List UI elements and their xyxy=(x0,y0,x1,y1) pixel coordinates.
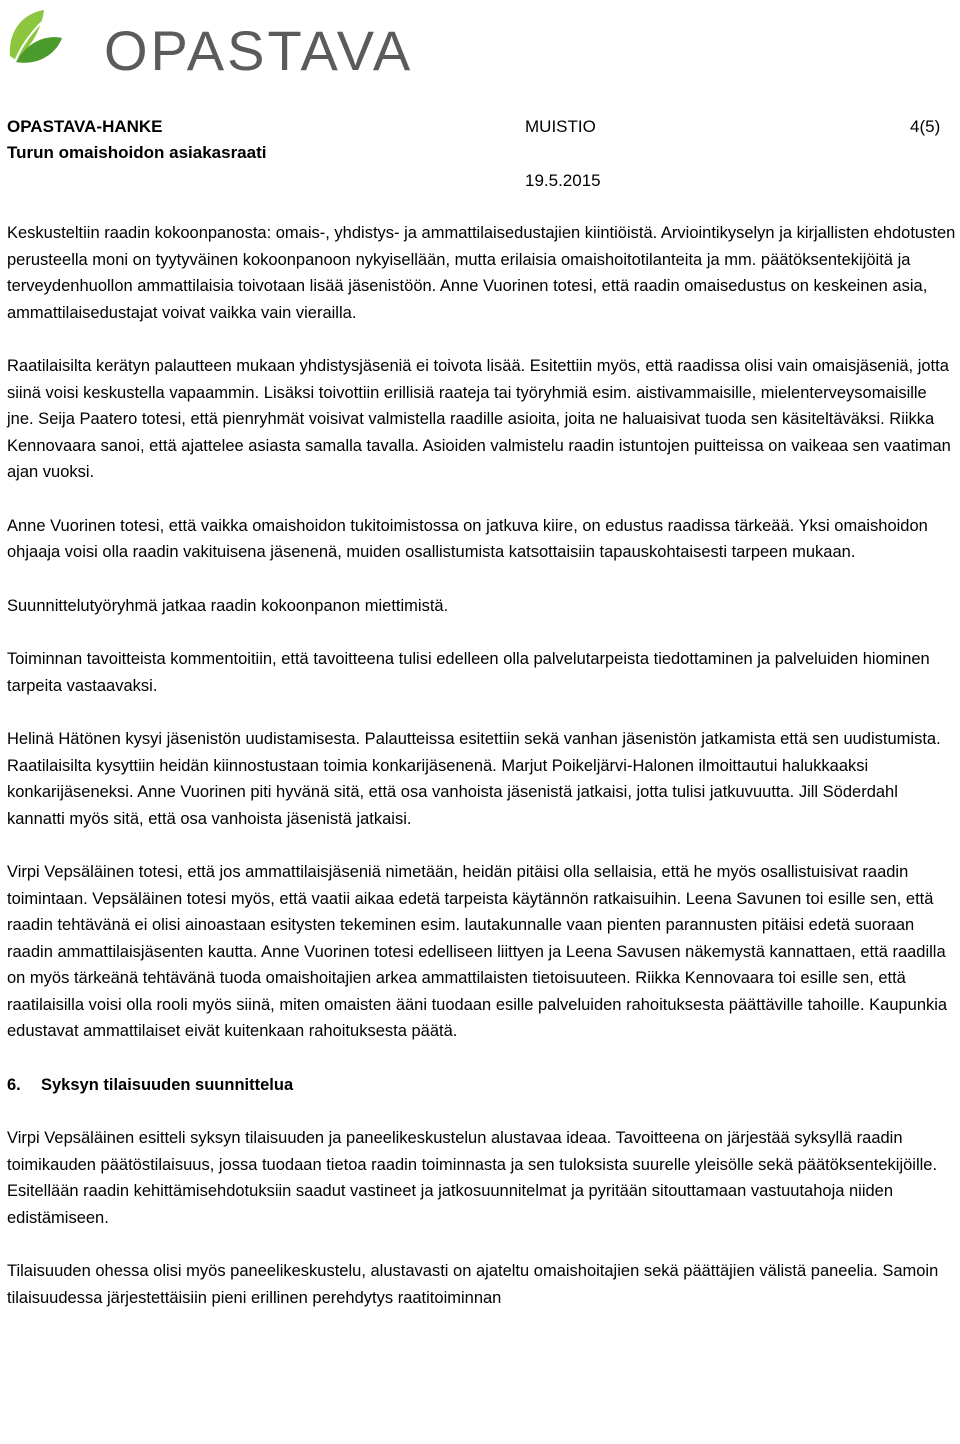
paragraph: Raatilaisilta kerätyn palautteen mukaan yhdistysjäseniä ei toivota lisää. Esitettiin myös, että raadissa olisi vain omaisjäseniä, jotta siinä voisi keskustella vapaammin. Lisäksi toivottiin erillisiä raateja tai työryhmiä esim. aistivammaisille, mielenterveysomaisille jne. Seija Paatero totesi, että pienryhmät voisivat valmistella raadille asioita, joita ne haluaisivat tuoda sen käsiteltäväksi. Riikka Kennovaara sanoi, että ajattelee asiasta samalla tavalla. Asioiden valmistelu raadin istuntojen puitteissa on vaikeaa sen vaatiman ajan vuoksi. xyxy=(7,357,951,481)
memo-body xyxy=(7,220,957,1338)
logo-graphic xyxy=(4,4,444,84)
opastava-logo xyxy=(4,4,444,84)
paragraph: Virpi Vepsäläinen esitteli syksyn tilaisuuden ja paneelikeskustelun alustavaa ideaa. Tavoitteena on järjestää syksyllä raadin toimikauden päätöstilaisuus, jossa tuodaan tietoa raadin toiminnasta ja sen tuloksista suurelle yleisölle sekä päätöksentekijöille. Esitellään raadin kehittämisehdotuksiin saadut vastineet ja jatkosuunnitelmat ja pyritään sitouttamaan vastuutahoja niiden edistämiseen. xyxy=(7,1129,938,1227)
project-name: OPASTAVA-HANKE xyxy=(7,117,163,136)
paragraph: Keskusteltiin raadin kokoonpanosta: omais-, yhdistys- ja ammattilaisedustajien kiintiöistä. Arviointikyselyn ja kirjallisten ehdotusten perusteella moni on tyytyväinen kokoonpanoon nykyisellään, mutta erilaisia omaishoitotilanteita ja mm. päätöksentekijöitä ja terveydenhuollon ammattilaisia toivotaan lisää jäsenistöön. Anne Vuorinen totesi, että raadin omaisedustus on keskeinen asia, ammattilaisedustajat voivat vaikka vain vierailla. xyxy=(7,224,956,322)
page-number: 4(5) xyxy=(910,117,941,136)
document-date: 19.5.2015 xyxy=(525,171,601,190)
section-title: Syksyn tilaisuuden suunnittelua xyxy=(41,1075,294,1094)
paragraph: Anne Vuorinen totesi, että vaikka omaishoidon tukitoimistossa on jatkuva kiire, on edustus raadissa tärkeää. Yksi omaishoidon ohjaaja voisi olla raadin vakituisena jäsenenä, muiden osallistumista katsottaisiin tapauskohtaisesti tarpeen mukaan. xyxy=(7,516,928,561)
paragraph: Toiminnan tavoitteista kommentoitiin, että tavoitteena tulisi edelleen olla palvelutarpeista tiedottaminen ja palveluiden hiominen tarpeita vastaavaksi. xyxy=(7,650,930,695)
paragraph: Suunnittelutyöryhmä jatkaa raadin kokoonpanon miettimistä. xyxy=(7,596,449,615)
section-heading xyxy=(7,1072,957,1099)
logo-text: OPASTAVA xyxy=(104,19,414,82)
paragraph: Helinä Hätönen kysyi jäsenistön uudistamisesta. Palautteissa esitettiin sekä vanhan jäsenistön jatkamista että sen uudistumista. Raatilaisilta kysyttiin heidän kiinnostustaan toimia konkarijäsenenä. Marjut Poikeljärvi-Halonen ilmoittautui halukkaaksi konkarijäseneksi. Anne Vuorinen piti hyvänä sitä, että osa vanhoista jäsenistä jatkaisi, jotta tulisi jatkuvuutta. Jill Söderdahl kannatti myös sitä, että osa vanhoista jäsenistä jatkaisi. xyxy=(7,730,941,828)
paragraph: Tilaisuuden ohessa olisi myös paneelikeskustelu, alustavasti on ajateltu omaishoitajien sekä päättäjien välistä paneelia. Samoin tilaisuudessa järjestettäisiin pieni erillinen perehdytys raatitoiminnan xyxy=(7,1262,939,1307)
paragraph: Virpi Vepsäläinen totesi, että jos ammattilaisjäseniä nimetään, heidän pitäisi olla sellaisia, että he myös osallistuisivat raadin toimintaan. Vepsäläinen totesi myös, että vaatii aikaa edetä tarpeista käytännön ratkaisuihin. Leena Savunen toi esille sen, että raadin tehtävänä ei olisi ainoastaan esitysten tekeminen esim. lautakunnalle vaan pienten parannusten pitäisi edetä suoraan raadin ammattilaisjäsenten kautta. Anne Vuorinen totesi edelliseen liittyen ja Leena Savusen näkemystä kannattaen, että raadilla on myös tärkeänä tehtävänä tuoda omaishoitajien arkea ammattilaisten tietoisuuteen. Riikka Kennovaara toi esille sen, että raatilaisilla voisi olla rooli myös siinä, miten omaisten ääni tuodaan esille palveluiden rahoituksesta päättäville tahoille. Kaupunkia edustavat ammattilaiset eivät kuitenkaan rahoituksesta päätä. xyxy=(7,863,948,1040)
document-type: MUISTIO xyxy=(525,117,596,136)
section-number: 6. xyxy=(7,1075,21,1094)
project-subtitle: Turun omaishoidon asiakasraati xyxy=(7,143,267,162)
